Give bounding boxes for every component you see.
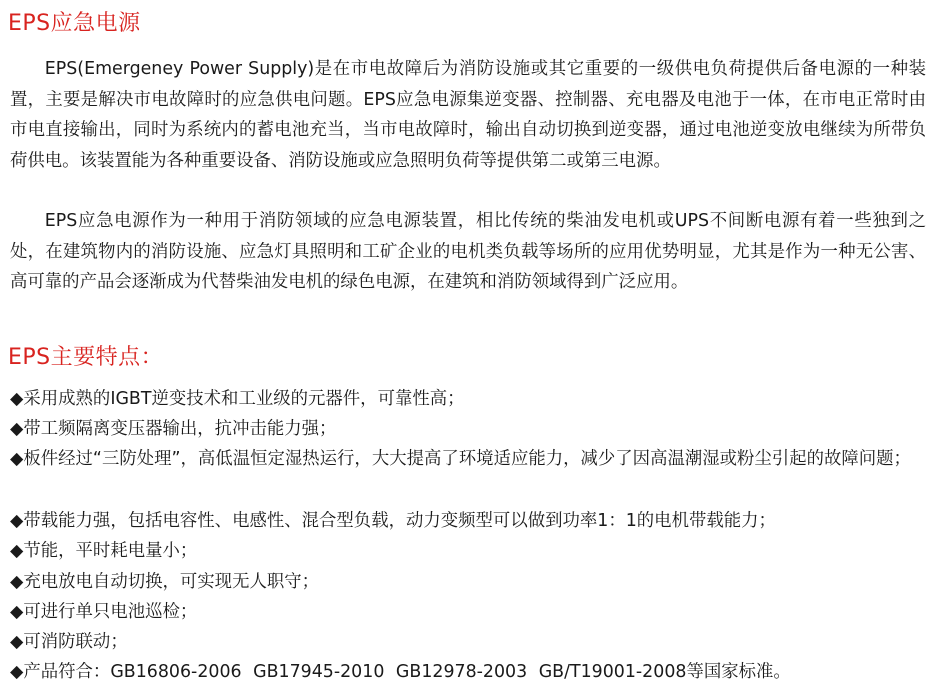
intro-paragraph-1: EPS(Emergeney Power Supply)是在市电故障后为消防设施或其它重要的一级供电负荷提供后备电源的一种装置，主要是解决市电故障时的应急供电问题。EPS应急电源集逆变器、控制器、充电器及电池于一体，在市电正常时由市电直接输出，同时为系统内的蓄电池充当，当市电故障时，输出自动切换到逆变器，通过电池逆变放电继续为所带负荷供电。该装置能为各种重要设备、消防设施或应急照明负荷等提供第二或第三电源。: [10, 59, 926, 171]
section-title-features: EPS主要特点：: [8, 345, 164, 370]
intro-paragraph-2: EPS应急电源作为一种用于消防领域的应急电源装置，相比传统的柴油发电机或UPS不间断电源有着一些独到之处，在建筑物内的消防设施、应急灯具照明和工矿企业的电机类负载等场所的应用优势明显，尤其是作为一种无公害、高可靠的产品会逐渐成为代替柴油发电机的绿色电源，在建筑和消防领域得到广泛应用。: [10, 211, 926, 292]
feature-item-energy-saving: ◆节能，平时耗电量小；: [10, 541, 198, 561]
section-title-eps: EPS应急电源: [8, 11, 141, 36]
feature-item-standards: ◆产品符合：GB16806-2006 GB17945-2010 GB12978-2003 GB/T19001-2008等国家标准。: [10, 662, 791, 682]
feature-item-fire-linkage: ◆可消防联动；: [10, 632, 128, 652]
feature-item-load-capacity: ◆带载能力强，包括电容性、电感性、混合型负载，动力变频型可以做到功率1：1的电机带载能力；: [10, 511, 776, 531]
feature-item-igbt: ◆采用成熟的IGBT逆变技术和工业级的元器件，可靠性高；: [10, 389, 465, 409]
feature-item-battery-inspection: ◆可进行单只电池巡检；: [10, 602, 198, 622]
feature-item-auto-switch: ◆充电放电自动切换，可实现无人职守；: [10, 572, 320, 592]
feature-item-transformer: ◆带工频隔离变压器输出，抗冲击能力强；: [10, 419, 337, 439]
feature-item-three-proof: ◆板件经过“三防处理”，高低温恒定湿热运行，大大提高了环境适应能力，减少了因高温潮湿或粉尘引起的故障问题；: [10, 449, 911, 469]
